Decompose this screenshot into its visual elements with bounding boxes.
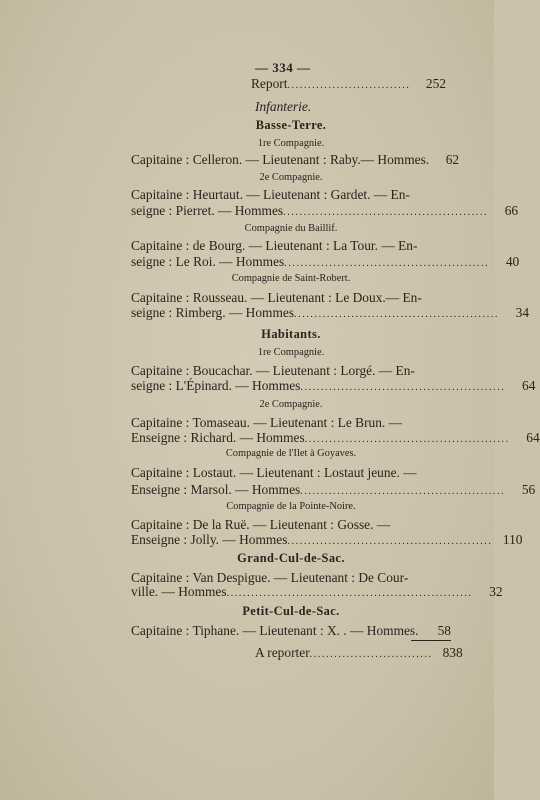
- saint-robert-line2: seigne : Rimberg. — Hommes: [131, 305, 295, 320]
- petit-cul-title: Petit-Cul-de-Sac.: [242, 604, 340, 618]
- dot-leader: ..............................: [309, 649, 433, 660]
- h-c2-row: [131, 430, 540, 446]
- h-c1-line2: seigne : L'Épinard. — Hommes: [131, 378, 301, 393]
- c1-line: Capitaine : Celleron. — Lieutenant : Raby.— Hommes.: [131, 152, 430, 167]
- pointe-noire-heading: Compagnie de la Pointe-Noire.: [226, 501, 356, 512]
- dot-leader: ..................................................: [283, 207, 489, 218]
- dot-leader: ..................................................: [300, 382, 506, 393]
- c2-heading: 2e Compagnie.: [259, 172, 323, 183]
- c2-value: 66: [504, 203, 519, 218]
- c2-row: [131, 203, 519, 219]
- ilet-line1: Capitaine : Lostaut. — Lieutenant : Lostaut jeune. —: [131, 465, 417, 480]
- a-reporter-value: 838: [442, 645, 463, 660]
- h-c2-line2: Enseigne : Richard. — Hommes: [131, 430, 305, 445]
- h-c1-heading: 1re Compagnie.: [257, 347, 325, 358]
- baillif-line1: Capitaine : de Bourg. — Lieutenant : La Tour. — En-: [131, 238, 418, 253]
- pointe-noire-line1: Capitaine : De la Ruë. — Lieutenant : Gosse. —: [131, 517, 391, 532]
- section-heading: Infanterie.: [255, 99, 312, 114]
- page-number: — 334 —: [255, 60, 311, 75]
- dot-leader: ..................................................: [300, 486, 506, 497]
- baillif-value: 40: [505, 254, 520, 269]
- ilet-heading: Compagnie de l'Ilet à Goyaves.: [225, 448, 357, 459]
- pointe-noire-line2: Enseigne : Jolly. — Hommes: [131, 532, 288, 547]
- c1-heading: 1re Compagnie.: [257, 138, 325, 149]
- c1-row: [131, 152, 460, 168]
- dot-leader: ..................................................: [294, 309, 500, 320]
- total-rule: [411, 640, 451, 641]
- dot-leader: ..................................................: [284, 258, 490, 269]
- saint-robert-value: 34: [515, 305, 530, 320]
- petit-cul-value: 58: [437, 623, 451, 638]
- grand-cul-line2: ville. — Hommes: [131, 584, 227, 599]
- ilet-row: [131, 482, 536, 498]
- grand-cul-value: 32: [489, 584, 503, 599]
- basse-terre-title: Basse-Terre.: [255, 118, 327, 132]
- pointe-noire-value: 110: [502, 532, 523, 547]
- c2-line1: Capitaine : Heurtaut. — Lieutenant : Gardet. — En-: [131, 187, 410, 202]
- saint-robert-row: [131, 305, 530, 321]
- a-reporter-label: A reporter: [255, 645, 310, 660]
- dot-leader: ............................................................: [226, 588, 473, 599]
- grand-cul-title: Grand-Cul-de-Sac.: [237, 551, 345, 565]
- dot-leader: ..................................................: [287, 536, 493, 547]
- a-reporter-row: [255, 645, 463, 661]
- h-c2-heading: 2e Compagnie.: [259, 399, 323, 410]
- grand-cul-line1: Capitaine : Van Despigue. — Lieutenant : De Cour-: [131, 570, 409, 585]
- petit-cul-row: [131, 623, 451, 639]
- report-value: 252: [425, 76, 446, 91]
- dot-leader: ..................................................: [304, 434, 510, 445]
- report-row: [251, 76, 446, 92]
- h-c2-value: 64: [526, 430, 540, 445]
- saint-robert-heading: Compagnie de Saint-Robert.: [231, 273, 351, 284]
- c2-line2: seigne : Pierret. — Hommes: [131, 203, 284, 218]
- baillif-line2: seigne : Le Roi. — Hommes: [131, 254, 285, 269]
- baillif-row: [131, 254, 520, 270]
- h-c1-row: [131, 378, 536, 394]
- dot-leader: ..............................: [287, 80, 411, 91]
- ilet-value: 56: [521, 482, 536, 497]
- h-c1-line1: Capitaine : Boucachar. — Lieutenant : Lorgé. — En-: [131, 363, 415, 378]
- ilet-line2: Enseigne : Marsol. — Hommes: [131, 482, 301, 497]
- baillif-heading: Compagnie du Baillif.: [244, 223, 338, 234]
- saint-robert-line1: Capitaine : Rousseau. — Lieutenant : Le Doux.— En-: [131, 290, 422, 305]
- habitants-title: Habitants.: [261, 327, 321, 341]
- pointe-noire-row: [131, 532, 523, 548]
- h-c2-line1: Capitaine : Tomaseau. — Lieutenant : Le Brun. —: [131, 415, 403, 430]
- petit-cul-line: Capitaine : Tiphane. — Lieutenant : X. . — Hommes.: [131, 623, 419, 638]
- h-c1-value: 64: [522, 378, 536, 393]
- report-label: Report: [251, 76, 288, 91]
- c1-value: 62: [445, 152, 460, 167]
- grand-cul-row: [131, 584, 503, 600]
